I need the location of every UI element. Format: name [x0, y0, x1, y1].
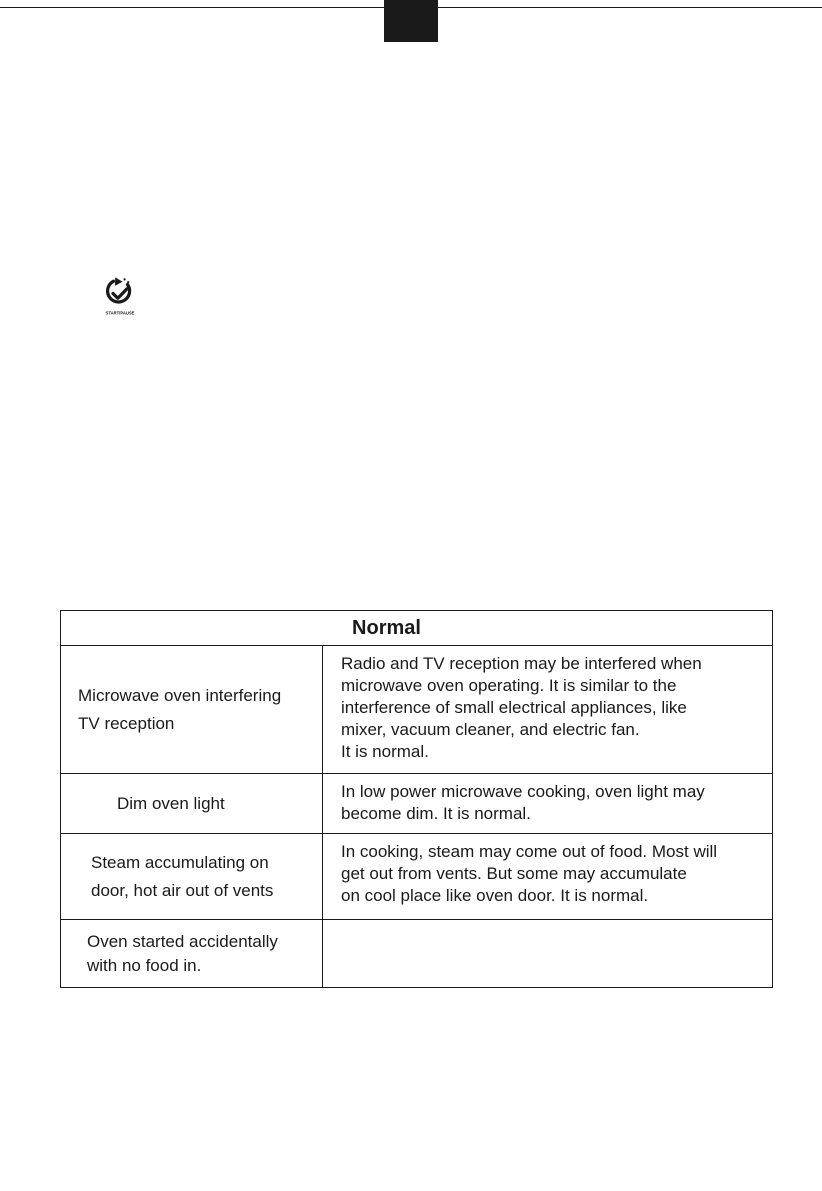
solution-line: microwave oven operating. It is similar to the: [341, 676, 677, 695]
table-row: [61, 920, 773, 988]
start-pause-icon: [102, 274, 138, 318]
solution-line: In cooking, steam may come out of food. Most will: [341, 842, 718, 861]
table-row: [61, 646, 773, 774]
solution-line: interference of small electrical appliances, like: [341, 698, 687, 717]
problem-line: Microwave oven interfering: [78, 685, 282, 705]
page-tab-marker: [384, 0, 438, 42]
problem-line: Oven started accidentally: [87, 931, 278, 951]
start-pause-caption: START/PAUSE: [105, 310, 135, 316]
problem-cell: [61, 646, 323, 774]
problem-line: Dim oven light: [117, 793, 225, 813]
solution-line: become dim. It is normal.: [341, 804, 531, 823]
solution-cell: [323, 920, 773, 988]
problem-cell: [61, 834, 323, 920]
solution-line: get out from vents. But some may accumulate: [341, 864, 687, 883]
problem-cell: [61, 774, 323, 834]
solution-line: In low power microwave cooking, oven light may: [341, 782, 705, 801]
troubleshooting-table: [60, 610, 773, 988]
solution-line: on cool place like oven door. It is normal.: [341, 886, 649, 905]
solution-cell: [323, 646, 773, 774]
problem-line: Steam accumulating on: [91, 852, 269, 872]
solution-cell: [323, 774, 773, 834]
problem-line: with no food in.: [87, 955, 202, 975]
solution-line: mixer, vacuum cleaner, and electric fan.: [341, 720, 640, 739]
table-header: Normal: [61, 611, 773, 646]
problem-line: door, hot air out of vents: [91, 880, 274, 900]
problem-cell: [61, 920, 323, 988]
solution-line: Radio and TV reception may be interfered when: [341, 654, 702, 673]
table-row: [61, 774, 773, 834]
solution-line: It is normal.: [341, 742, 429, 761]
solution-cell: [323, 834, 773, 920]
problem-line: TV reception: [78, 713, 175, 733]
table-row: [61, 834, 773, 920]
